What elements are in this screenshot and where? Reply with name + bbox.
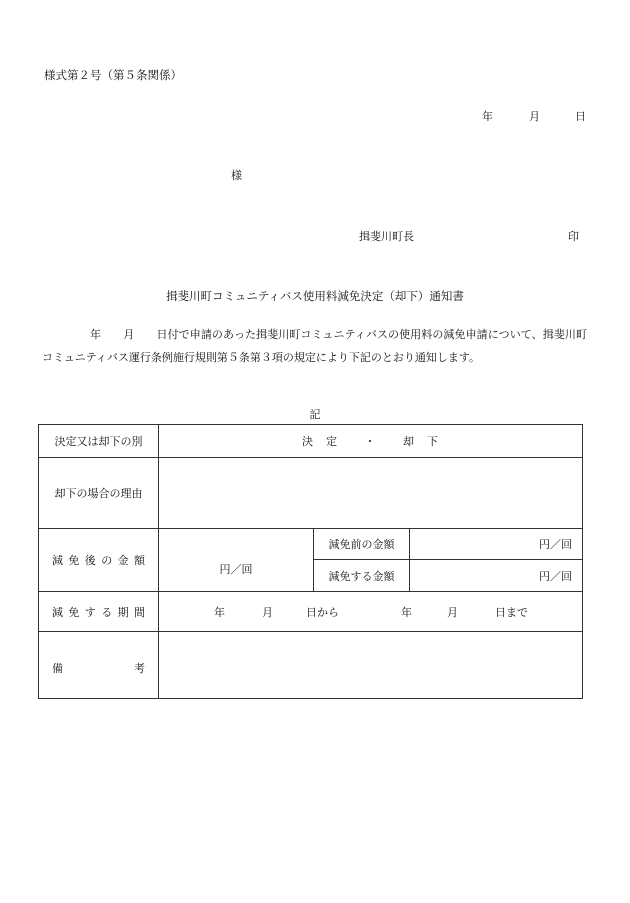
- remarks-label-left: 備: [52, 662, 63, 675]
- amount-reduce-value: 円／回: [410, 560, 583, 592]
- ki-heading: 記: [309, 408, 321, 421]
- amount-after-value: 円／回: [159, 529, 314, 592]
- period-cell: [159, 592, 583, 632]
- decision-cell: [159, 425, 583, 458]
- period-label: 減 免 す る 期 間: [39, 592, 159, 632]
- decision-label: 決定又は却下の別: [39, 425, 159, 458]
- date-day-label: 日: [575, 110, 586, 123]
- amount-reduce-label: 減免する金額: [314, 560, 410, 592]
- table-row: [39, 632, 583, 699]
- addressee-suffix: 様: [231, 169, 242, 182]
- amount-before-label: 減免前の金額: [314, 529, 410, 560]
- amount-after-label: 減 免 後 の 金 額: [39, 529, 159, 592]
- period-from-month: 月: [262, 605, 273, 619]
- decision-separator: ・: [364, 435, 377, 448]
- document-title: 揖斐川町コミュニティバス使用料減免決定（却下）通知書: [166, 289, 464, 303]
- decision-reject: 却 下: [403, 435, 439, 448]
- issuer-name: 揖斐川町長: [359, 230, 414, 243]
- remarks-cell: [159, 632, 583, 699]
- table-row: [39, 425, 583, 458]
- seal-mark: 印: [568, 230, 579, 243]
- period-to-month: 月: [447, 605, 458, 619]
- notice-table: [38, 424, 583, 699]
- body-text: 年 月 日付で申請のあった揖斐川町コミュニティバスの使用料の減免申請について、揖斐川町コミュニティバス運行条例施行規則第５条第３項の規定により下記のとおり通知します。: [42, 328, 587, 364]
- remarks-label: [39, 632, 159, 699]
- period-from-year: 年: [214, 605, 225, 619]
- period-from-day: 日から: [306, 605, 339, 619]
- date-year-label: 年: [482, 110, 493, 123]
- reason-cell: [159, 458, 583, 529]
- period-to-day: 日まで: [495, 605, 528, 619]
- decision-decide: 決 定: [302, 435, 338, 448]
- form-number: 様式第２号（第５条関係）: [44, 68, 182, 82]
- period-to-year: 年: [401, 605, 412, 619]
- table-row: [39, 592, 583, 632]
- remarks-label-right: 考: [134, 662, 145, 675]
- table-row: [39, 458, 583, 529]
- table-row: [39, 529, 583, 560]
- date-month-label: 月: [529, 110, 540, 123]
- amount-before-value: 円／回: [410, 529, 583, 560]
- reason-label: 却下の場合の理由: [39, 458, 159, 529]
